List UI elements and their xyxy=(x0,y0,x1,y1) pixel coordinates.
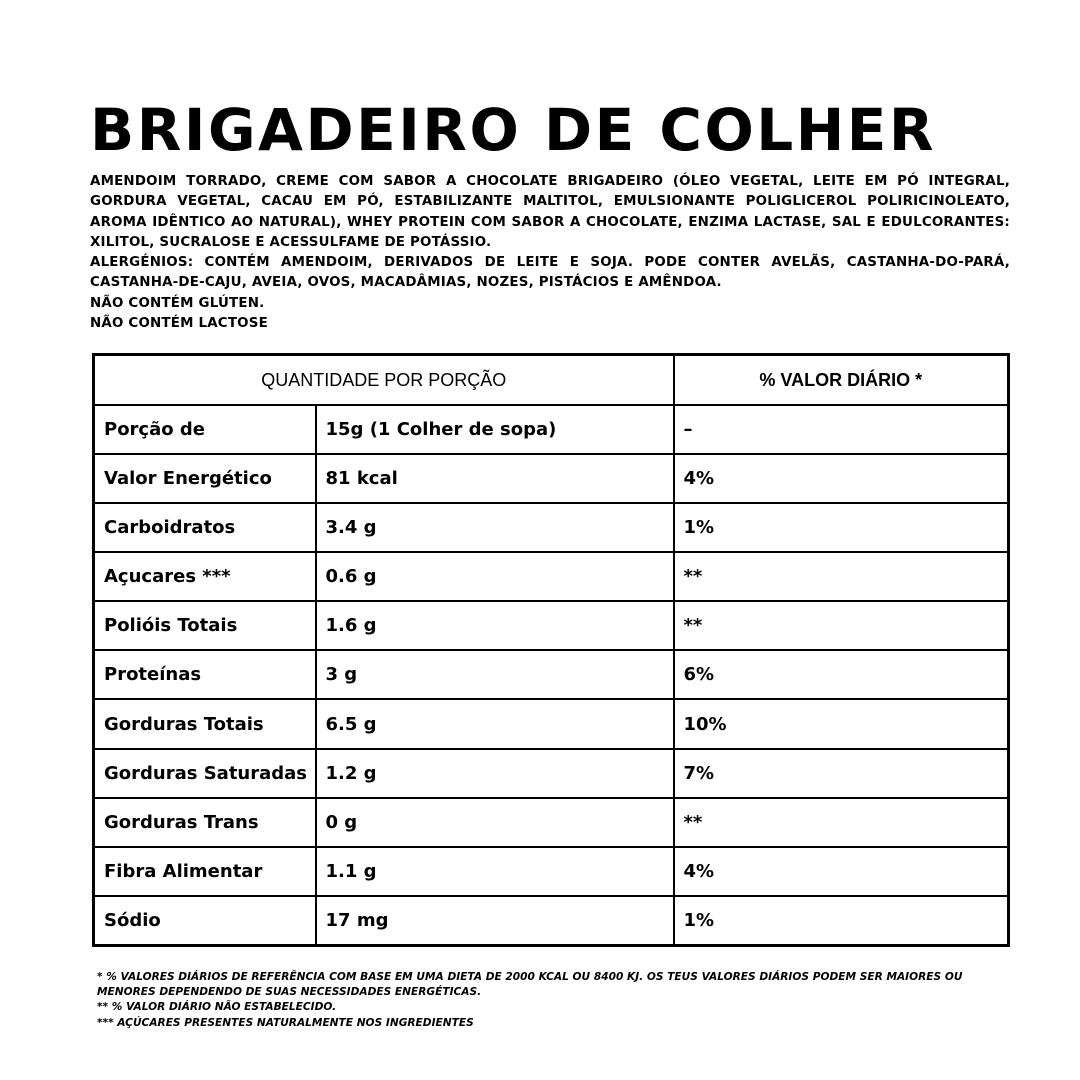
nutrient-name: Gorduras Trans xyxy=(94,798,316,847)
table-row xyxy=(94,503,1009,552)
table-row xyxy=(94,896,1009,946)
footnotes xyxy=(97,970,1002,1031)
nutrient-daily-value: 6% xyxy=(674,650,1009,699)
table-row xyxy=(94,552,1009,601)
header-quantity: QUANTIDADE POR PORÇÃO xyxy=(94,355,674,406)
nutrient-daily-value: 1% xyxy=(674,896,1009,946)
nutrient-daily-value: ** xyxy=(674,798,1009,847)
nutrient-amount: 17 mg xyxy=(316,896,674,946)
table-row xyxy=(94,847,1009,896)
gluten-note: NÃO CONTÉM GLÚTEN. xyxy=(90,295,265,311)
nutrient-daily-value: 4% xyxy=(674,847,1009,896)
table-row xyxy=(94,749,1009,798)
nutrient-amount: 6.5 g xyxy=(316,699,674,748)
table-row xyxy=(94,650,1009,699)
lactose-note: NÃO CONTÉM LACTOSE xyxy=(90,316,268,332)
nutrient-daily-value: 7% xyxy=(674,749,1009,798)
footnote-not-established: ** % VALOR DIÁRIO NÃO ESTABELECIDO. xyxy=(97,1001,337,1014)
nutrient-amount: 1.1 g xyxy=(316,847,674,896)
nutrient-amount: 15g (1 Colher de sopa) xyxy=(316,405,674,454)
table-row xyxy=(94,699,1009,748)
nutrient-name: Carboidratos xyxy=(94,503,316,552)
nutrition-table xyxy=(92,353,1010,947)
nutrient-name: Polióis Totais xyxy=(94,601,316,650)
page-title: BRIGADEIRO DE COLHER xyxy=(90,96,937,164)
nutrient-name: Açucares *** xyxy=(94,552,316,601)
nutrient-amount: 81 kcal xyxy=(316,454,674,503)
nutrient-daily-value: – xyxy=(674,405,1009,454)
ingredients-text: AMENDOIM TORRADO, CREME COM SABOR A CHOCOLATE BRIGADEIRO (ÓLEO VEGETAL, LEITE EM PÓ INTEGRAL, GORDURA VEGETAL, CACAU EM PÓ, ESTABILIZANTE MALTITOL, EMULSIONANTE POLIGLICEROL POLIRICINOLEATO, AROMA IDÊNTICO AO NATURAL), WHEY PROTEIN COM SABOR A CHOCOLATE, ENZIMA LACTASE, SAL E EDULCORANTES: XILITOL, SUCRALOSE E ACESSULFAME DE POTÁSSIO. xyxy=(90,174,1010,250)
nutrient-name: Porção de xyxy=(94,405,316,454)
table-row xyxy=(94,798,1009,847)
nutrient-amount: 3 g xyxy=(316,650,674,699)
nutrient-daily-value: 10% xyxy=(674,699,1009,748)
nutrient-amount: 3.4 g xyxy=(316,503,674,552)
nutrient-daily-value: 4% xyxy=(674,454,1009,503)
table-row xyxy=(94,454,1009,503)
nutrient-name: Valor Energético xyxy=(94,454,316,503)
nutrient-amount: 1.6 g xyxy=(316,601,674,650)
table-row xyxy=(94,601,1009,650)
allergens-text: ALERGÉNIOS: CONTÉM AMENDOIM, DERIVADOS DE LEITE E SOJA. PODE CONTER AVELÃS, CASTANHA-DO-PARÁ, CASTANHA-DE-CAJU, AVEIA, OVOS, MACADÂMIAS, NOZES, PISTÁCIOS E AMÊNDOA. xyxy=(90,255,1010,291)
nutrient-name: Sódio xyxy=(94,896,316,946)
nutrient-name: Gorduras Totais xyxy=(94,699,316,748)
nutrient-amount: 1.2 g xyxy=(316,749,674,798)
nutrient-amount: 0.6 g xyxy=(316,552,674,601)
nutrient-amount: 0 g xyxy=(316,798,674,847)
table-header-row xyxy=(94,355,1009,406)
footnote-daily-values: * % VALORES DIÁRIOS DE REFERÊNCIA COM BASE EM UMA DIETA DE 2000 KCAL OU 8400 KJ. OS TEUS VALORES DIÁRIOS PODEM SER MAIORES OU MENORES DEPENDENDO DE SUAS NECESSIDADES ENERGÉTICAS. xyxy=(97,971,963,999)
nutrient-name: Gorduras Saturadas xyxy=(94,749,316,798)
table-row xyxy=(94,405,1009,454)
header-daily-value: % VALOR DIÁRIO * xyxy=(674,355,1009,406)
nutrient-name: Proteínas xyxy=(94,650,316,699)
nutrient-daily-value: ** xyxy=(674,601,1009,650)
nutrient-daily-value: ** xyxy=(674,552,1009,601)
product-info xyxy=(90,172,1010,334)
nutrient-daily-value: 1% xyxy=(674,503,1009,552)
nutrient-name: Fibra Alimentar xyxy=(94,847,316,896)
footnote-natural-sugars: *** AÇÚCARES PRESENTES NATURALMENTE NOS INGREDIENTES xyxy=(97,1016,474,1029)
